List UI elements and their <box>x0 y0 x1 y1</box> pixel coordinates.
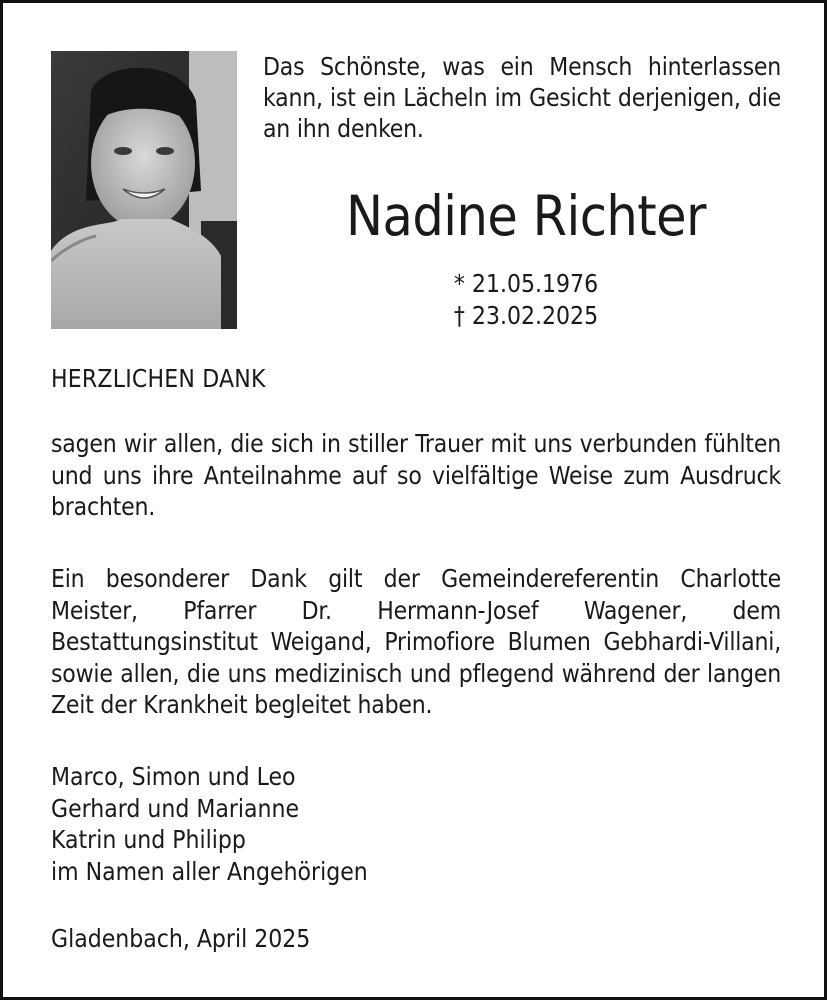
signer-line: Marco, Simon und Leo <box>51 762 296 791</box>
deceased-name: Nadine Richter <box>346 184 706 248</box>
life-dates <box>263 268 789 332</box>
signers-list <box>51 761 368 887</box>
birth-date: * 21.05.1976 <box>453 269 599 298</box>
portrait-photo <box>51 51 237 329</box>
memorial-quote: Das Schönste, was ein Mensch hinterlassen kann, ist ein Lächeln im Gesicht derjenigen, die an ihn denken. <box>263 52 781 143</box>
death-date: † 23.02.2025 <box>453 301 599 330</box>
signer-line: im Namen aller Angehörigen <box>51 856 368 886</box>
thanks-paragraph-1: sagen wir allen, die sich in stiller Trauer mit uns verbunden fühlten und uns ihre Anteilnahme auf so vielfältige Weise zum Ausdruck brachten. <box>51 429 781 521</box>
thanks-paragraph-2: Ein besonderer Dank gilt der Gemeindereferentin Charlotte Meister, Pfarrer Dr. Hermann-Josef Wagener, dem Bestattungsinstitut Weigand, Primofiore Blumen Gebhardi-Villani, sowie allen, die uns medizinisch und pflegend während der langen Zeit der Krankheit begleitet haben. <box>51 564 781 719</box>
thanks-heading: HERZLICHEN DANK <box>51 364 266 393</box>
place-and-date: Gladenbach, April 2025 <box>51 924 311 953</box>
signer-line: Katrin und Philipp <box>51 825 246 854</box>
signer-line: Gerhard und Marianne <box>51 793 300 823</box>
